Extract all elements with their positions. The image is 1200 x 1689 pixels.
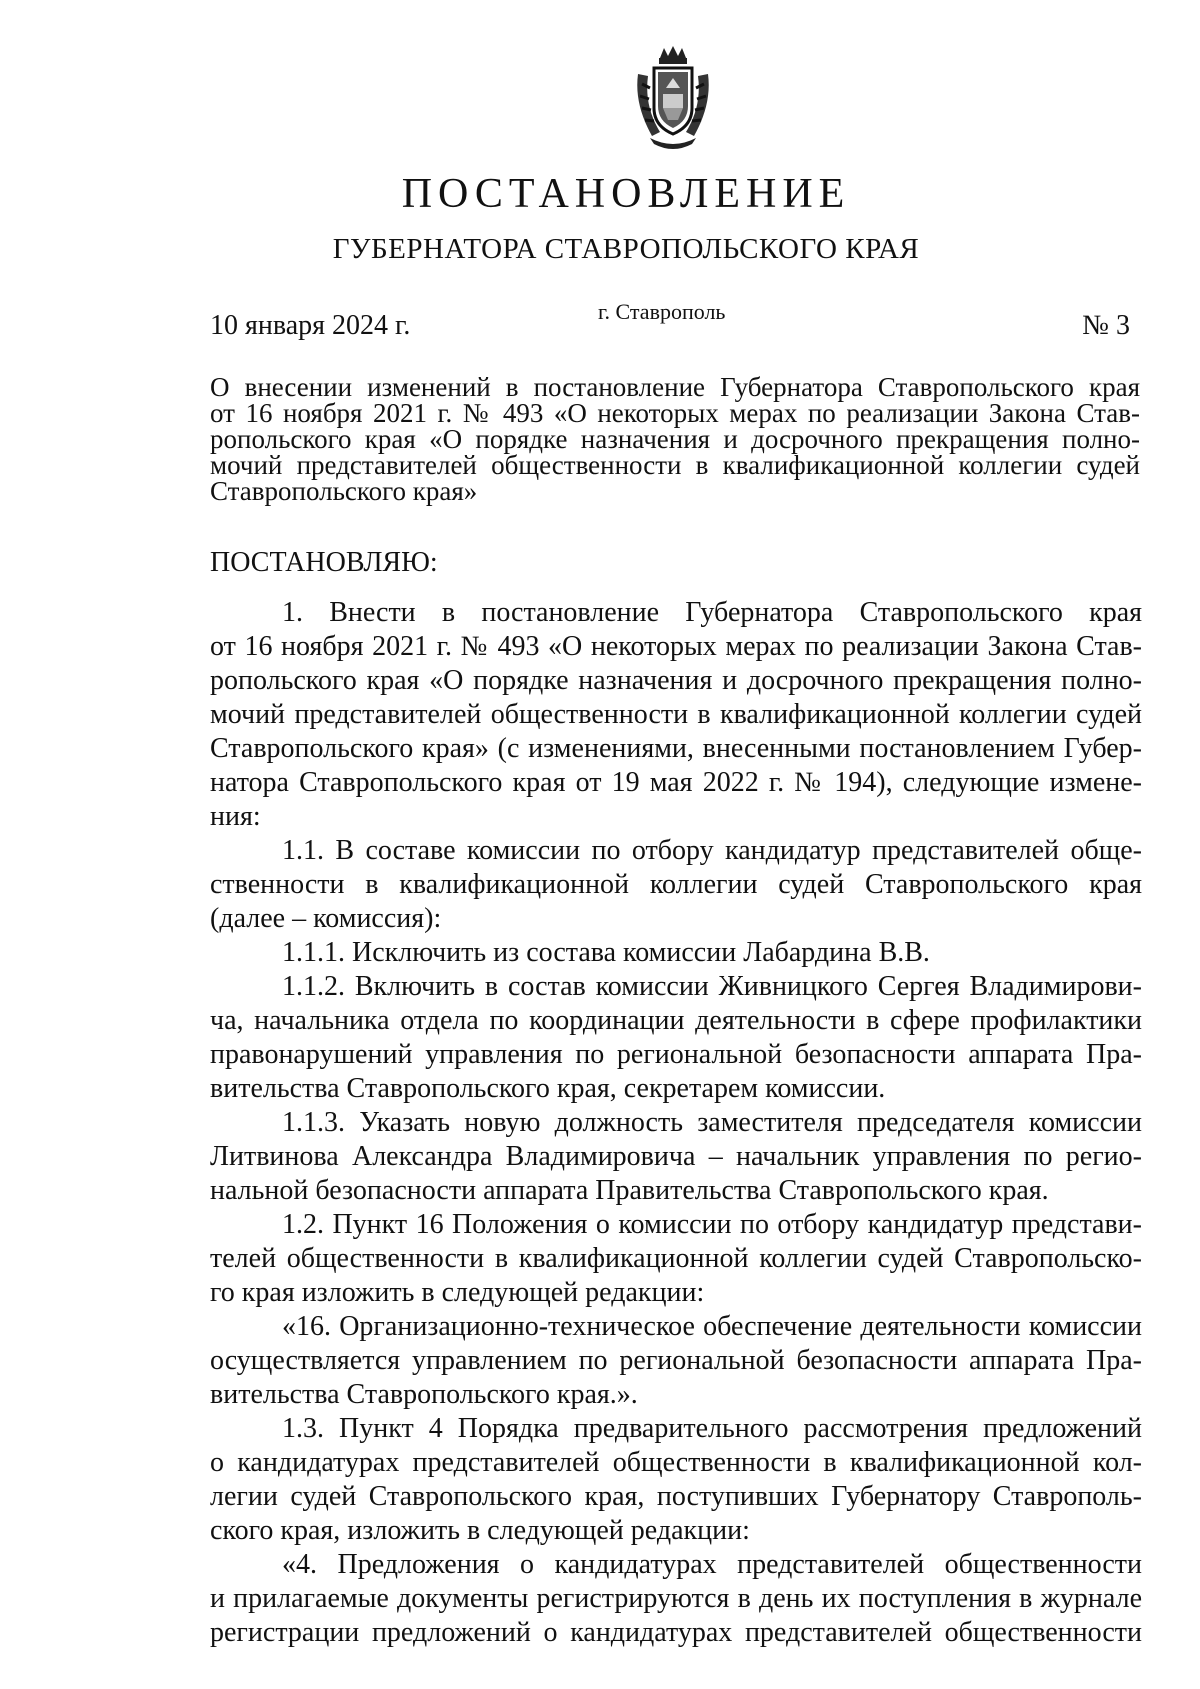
document-title: ПОСТАНОВЛЕНИЕ bbox=[401, 171, 851, 217]
body-line: ственности в квалификационной коллегии судей Ставропольского края bbox=[210, 869, 1142, 900]
document-body bbox=[210, 596, 1142, 1650]
body-line: 1.3. Пункт 4 Порядка предварительного рассмотрения предложений bbox=[282, 1413, 1142, 1444]
body-line: осуществляется управлением по региональной безопасности аппарата Пра- bbox=[210, 1345, 1142, 1376]
body-line: Ставропольского края» (с изменениями, внесенными постановлением Губер- bbox=[210, 733, 1142, 764]
document-city: г. Ставрополь bbox=[598, 299, 726, 324]
body-line: «16. Организационно-техническое обеспечение деятельности комиссии bbox=[282, 1311, 1142, 1342]
body-line: от 16 ноября 2021 г. № 493 «О некоторых мерах по реализации Закона Став- bbox=[210, 631, 1142, 662]
heading-line: мочий представителей общественности в квалификационной коллегии судей bbox=[210, 450, 1140, 480]
document-date: 10 января 2024 г. bbox=[210, 310, 411, 341]
body-line: 1. Внести в постановление Губернатора Ставропольского края bbox=[282, 597, 1142, 628]
document-heading bbox=[210, 374, 1140, 504]
body-line: 1.1.2. Включить в состав комиссии Живницкого Сергея Владимирови- bbox=[282, 971, 1142, 1002]
body-line: 1.1. В составе комиссии по отбору кандидатур представителей обще- bbox=[282, 835, 1142, 866]
body-line: 1.2. Пункт 16 Положения о комиссии по отбору кандидатур представи- bbox=[282, 1209, 1142, 1240]
body-line: натора Ставропольского края от 19 мая 2022 г. № 194), следующие измене- bbox=[210, 767, 1142, 798]
body-line: ча, начальника отдела по координации деятельности в сфере профилактики bbox=[210, 1005, 1142, 1036]
document-subtitle: ГУБЕРНАТОРА СТАВРОПОЛЬСКОГО КРАЯ bbox=[332, 233, 920, 265]
body-line: легии судей Ставропольского края, поступивших Губернатору Ставрополь- bbox=[210, 1481, 1142, 1512]
body-line: 1.1.3. Указать новую должность заместителя председателя комиссии bbox=[282, 1107, 1142, 1138]
body-line: телей общественности в квалификационной коллегии судей Ставропольско- bbox=[210, 1243, 1142, 1274]
decree-word: ПОСТАНОВЛЯЮ: bbox=[210, 547, 438, 578]
heading-line: от 16 ноября 2021 г. № 493 «О некоторых мерах по реализации Закона Став- bbox=[210, 398, 1140, 428]
body-line: го края изложить в следующей редакции: bbox=[210, 1277, 705, 1308]
body-line: ропольского края «О порядке назначения и досрочного прекращения полно- bbox=[210, 665, 1142, 696]
body-line: о кандидатурах представителей общественности в квалификационной кол- bbox=[210, 1447, 1142, 1478]
heading-line: О внесении изменений в постановление Губернатора Ставропольского края bbox=[210, 372, 1140, 402]
body-line: «4. Предложения о кандидатурах представителей общественности bbox=[282, 1549, 1142, 1580]
body-line: вительства Ставропольского края, секретарем комиссии. bbox=[210, 1073, 886, 1104]
body-line: (далее – комиссия): bbox=[210, 903, 442, 934]
body-line: и прилагаемые документы регистрируются в день их поступления в журнале bbox=[210, 1583, 1142, 1614]
body-line: ского края, изложить в следующей редакции: bbox=[210, 1515, 750, 1546]
body-line: вительства Ставропольского края.». bbox=[210, 1379, 638, 1410]
body-line: мочий представителей общественности в квалификационной коллегии судей bbox=[210, 699, 1142, 730]
coat-of-arms-icon bbox=[630, 44, 716, 152]
heading-line: Ставропольского края» bbox=[210, 476, 478, 506]
body-line: нальной безопасности аппарата Правительства Ставропольского края. bbox=[210, 1175, 1049, 1206]
body-line: Литвинова Александра Владимировича – начальник управления по регио- bbox=[210, 1141, 1142, 1172]
body-line: 1.1.1. Исключить из состава комиссии Лабардина В.В. bbox=[282, 937, 930, 968]
document-number: № 3 bbox=[1082, 310, 1130, 341]
heading-line: ропольского края «О порядке назначения и досрочного прекращения полно- bbox=[210, 424, 1140, 454]
body-line: регистрации предложений о кандидатурах представителей общественности bbox=[210, 1617, 1142, 1648]
body-line: ния: bbox=[210, 801, 261, 832]
body-line: правонарушений управления по региональной безопасности аппарата Пра- bbox=[210, 1039, 1142, 1070]
